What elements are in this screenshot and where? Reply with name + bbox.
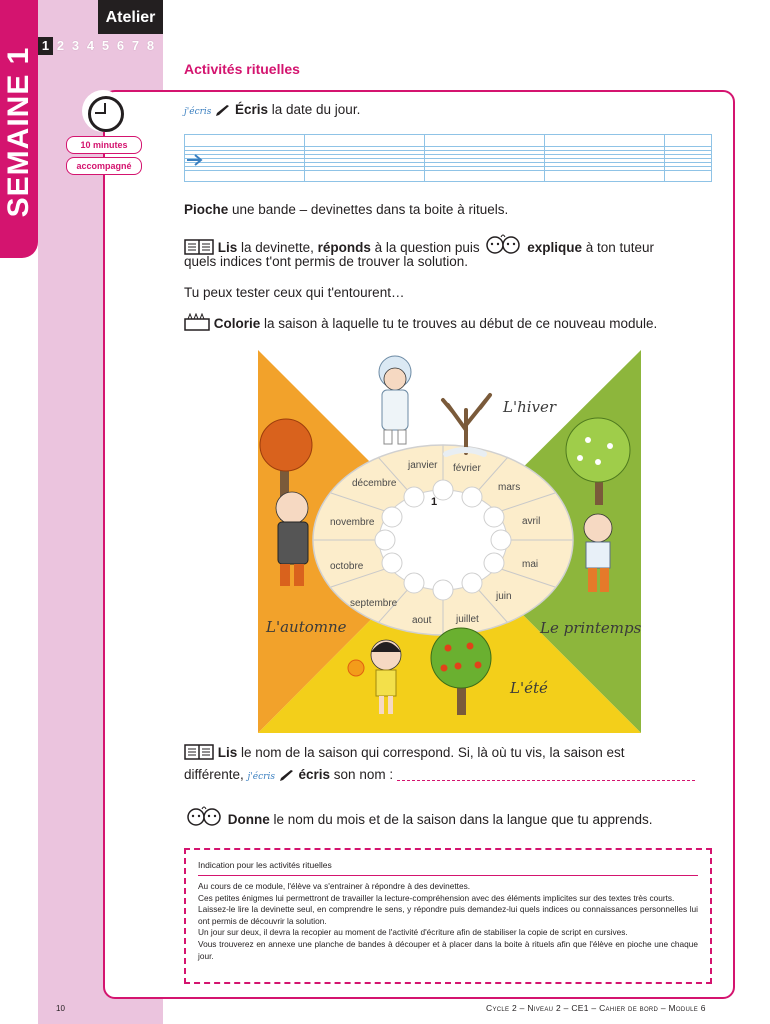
step-numbers [38,37,158,55]
month-label: aout [412,615,432,626]
instruction-lis-saison [184,743,716,762]
note-paragraph: Ces petites énigmes lui permettront de travailler la lecture-compréhension avec des éléments implicites sur des textes très courts. [198,892,675,903]
footer-text: Cycle 2 – Niveau 2 – CE1 – Cahier de bord – Module 6 [486,1003,706,1013]
date-writing-lines[interactable] [184,134,712,182]
season-label-summer: L'été [510,679,548,697]
month-label: janvier [408,460,438,471]
step-7: 7 [131,38,140,53]
week-tab [0,0,38,258]
instruction-text: la date du jour. [268,102,361,117]
crayon-box-icon [184,313,210,331]
center-number: 1 [431,496,438,508]
instruction-line: quels indices t'ont permis de trouver la solution. [184,254,468,269]
teacher-note-box [184,848,712,984]
step-6: 6 [116,38,125,53]
seasons-wheel[interactable] [258,350,641,733]
season-label-spring: Le printemps [540,619,641,637]
instruction-text: le nom du mois et de la saison dans la langue que tu apprends. [269,812,653,827]
note-title: Indication pour les activités rituelles [198,860,332,870]
clock-icon [88,96,124,132]
instruction-text: le nom de la saison qui correspond. Si, là où tu vis, la saison est [237,745,625,760]
month-label: décembre [352,478,397,489]
pen-icon [215,105,231,117]
note-paragraph: Laissez-le lire la devinette seul, en comprendre le sens, y répondre puis demandez-lui quels indices ou connaissances personnelles lui ont permis de découvrir la solution. [198,904,698,926]
pair-children-icon [483,233,523,255]
instruction-verb: écris [298,767,331,782]
instruction-text: la saison à laquelle tu te trouves au début de ce nouveau module. [260,316,658,331]
season-label-autumn: L'automne [266,618,347,636]
step-1: 1 [38,37,53,55]
jecris-label: j'écris [247,772,275,782]
week-label: SEMAINE 1 [2,46,35,218]
note-paragraph: Un jour sur deux, il devra la recopier au moment de l'activité d'écriture afin de stabiliser la copie de script en cursives. [198,927,628,938]
instruction-donne [184,805,653,829]
step-8: 8 [146,38,155,53]
month-label: novembre [330,517,375,528]
season-name-answer-line[interactable] [397,780,695,781]
instruction-verb: Écris [234,102,268,117]
step-4: 4 [86,38,95,53]
pair-children-icon [184,805,224,827]
page-number: 10 [56,1004,65,1013]
instruction-verb: réponds [317,240,371,255]
jecris-label: j'écris [184,107,212,117]
instruction-ecris-saison [184,765,695,787]
step-5: 5 [101,38,110,53]
month-label: mai [522,559,539,570]
instruction-pioche [184,200,508,219]
section-title: Activités rituelles [184,61,300,77]
book-icon [184,744,214,760]
seasons-wheel-illustration[interactable] [258,350,641,733]
instruction-verb: Pioche [184,202,229,217]
atelier-label: Atelier [98,0,163,34]
note-body [198,881,698,962]
month-label: avril [522,516,541,527]
instruction-text: différente, [184,767,248,782]
instruction-text: à la question puis [370,240,484,255]
instruction-colorie [184,313,657,333]
month-label: juin [496,591,512,602]
season-label-winter: L'hiver [503,398,557,416]
instruction-date [184,100,360,122]
duration-badge: 10 minutes [66,136,142,154]
pen-icon [279,770,295,782]
month-label: octobre [330,561,364,572]
instruction-verb: Donne [227,812,270,827]
month-label: juillet [456,614,479,625]
note-paragraph: Au cours de ce module, l'élève va s'entrainer à répondre à des devinettes. [198,881,471,891]
instruction-verb: explique [527,240,582,255]
instruction-text: son nom : [330,767,397,782]
instruction-verb: Lis [217,745,238,760]
instruction-text: à ton tuteur [581,240,655,255]
instruction-verb: Lis [217,240,238,255]
instruction-text: la devinette, [237,240,318,255]
sun-icon [348,660,364,676]
instruction-tester: Tu peux tester ceux qui t'entourent… [184,285,405,300]
month-label: septembre [350,598,398,609]
note-divider [198,875,698,876]
instruction-text: une bande – devinettes dans ta boite à rituels. [228,202,509,217]
step-2: 2 [56,38,65,53]
arrow-icon [186,154,204,166]
step-3: 3 [71,38,80,53]
month-label: février [453,463,481,474]
note-paragraph: Vous trouverez en annexe une planche de bandes à découper et à placer dans la boite à rituels afin que l'élève en pioche une chaque jour. [198,938,698,961]
month-label: mars [498,482,521,493]
mode-badge: accompagné [66,157,142,175]
instruction-verb: Colorie [213,316,261,331]
